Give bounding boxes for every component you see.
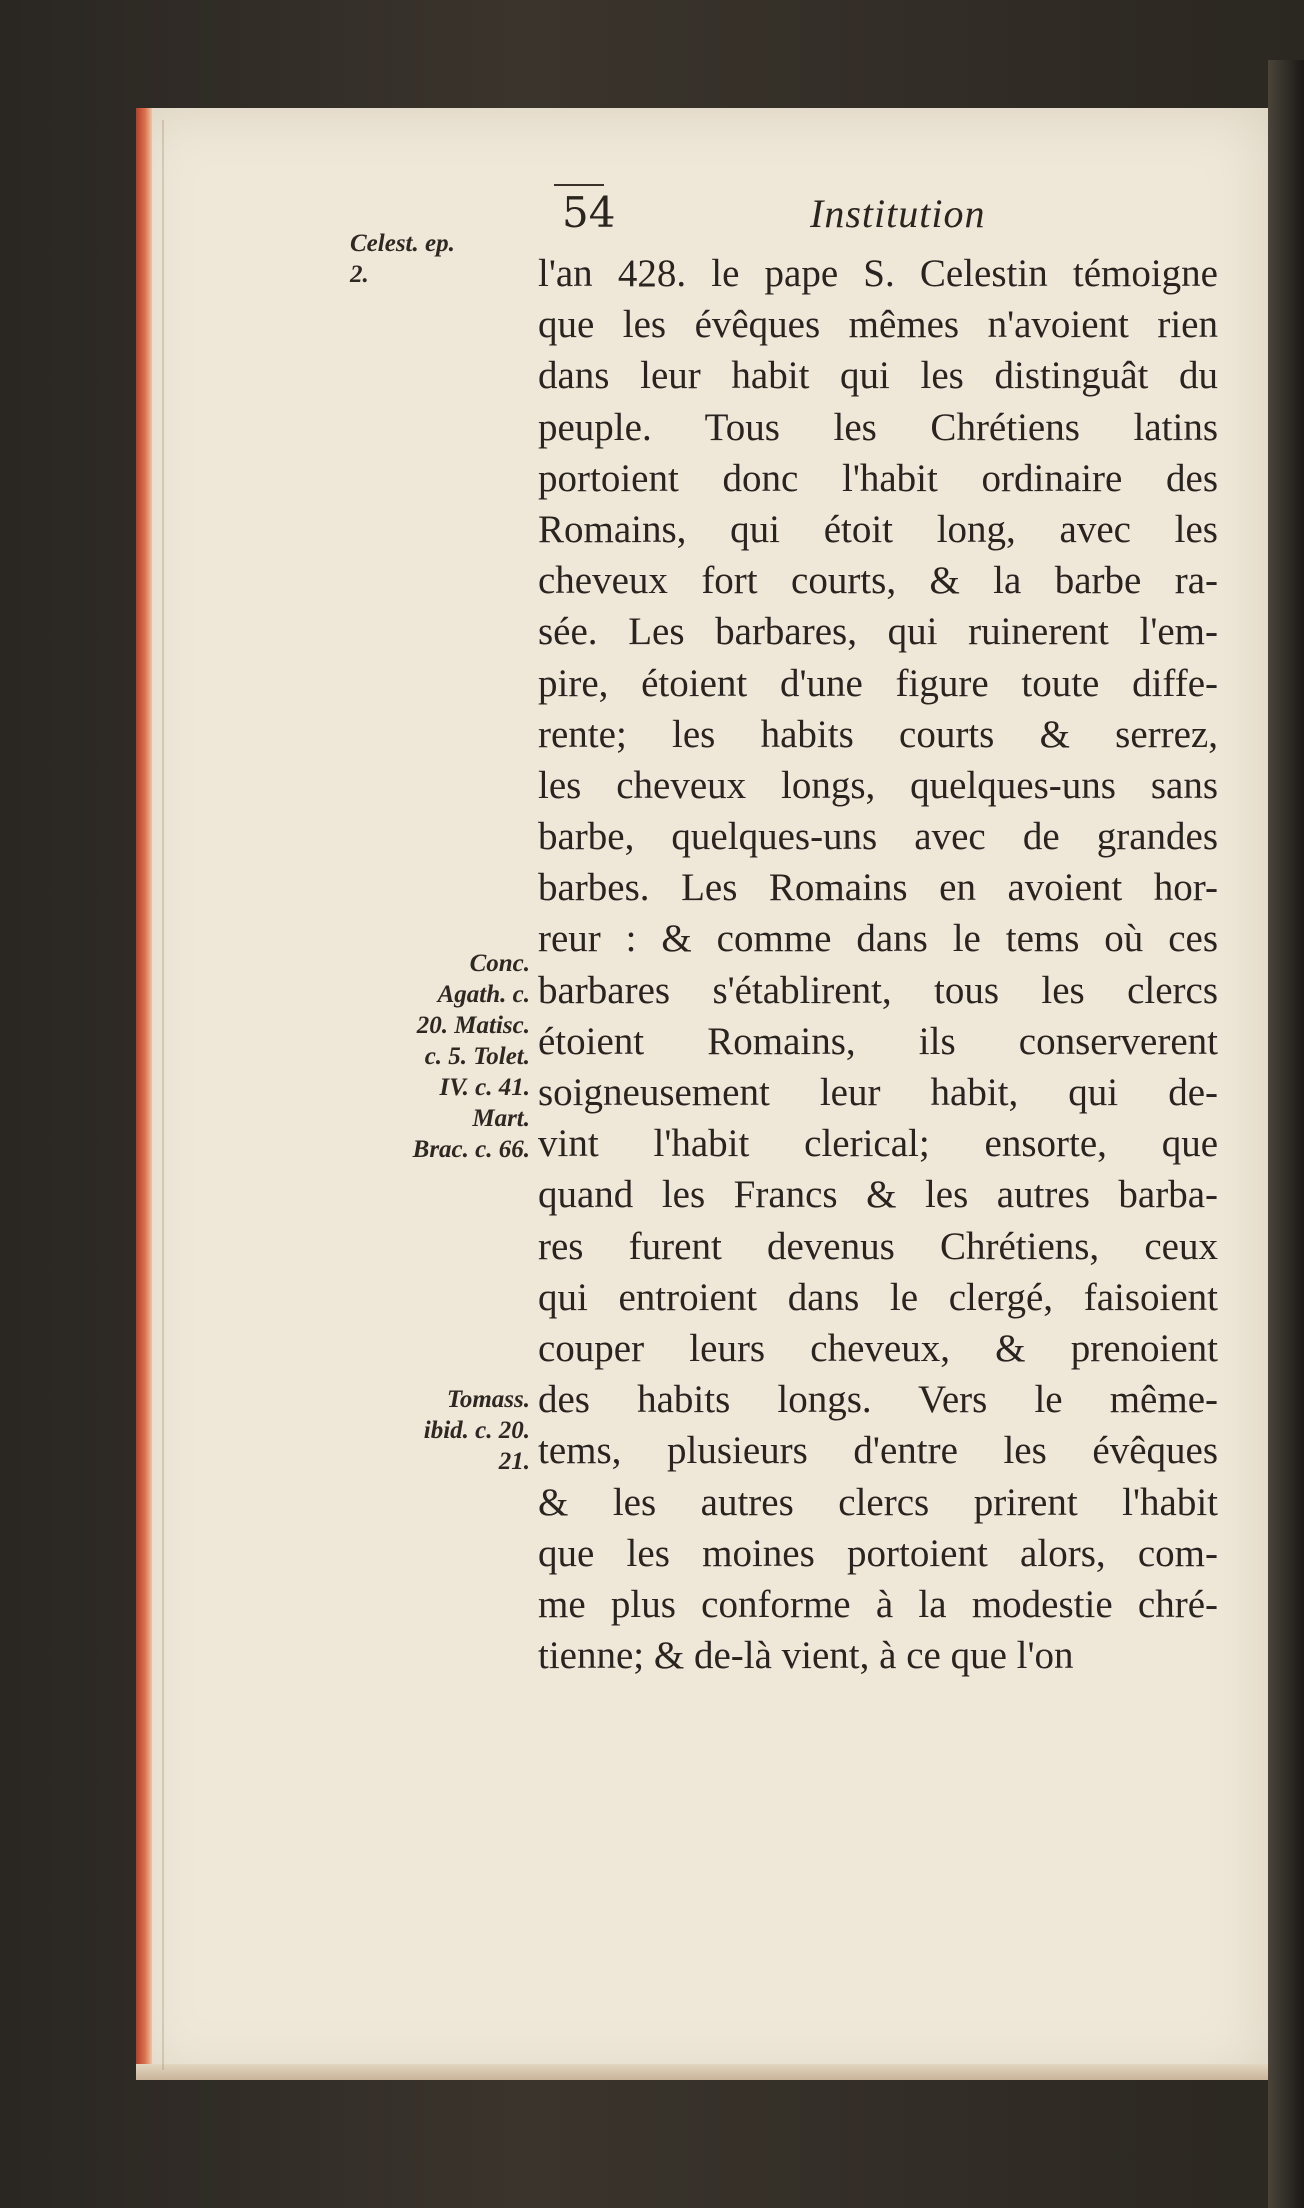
marginal-line: Celest. ep. [350,230,455,257]
text-line: & les autres clercs prirent l'habit [538,1480,1218,1524]
page-number: 54 [562,188,616,237]
text-line: quand les Francs & les autres barba- [538,1173,1218,1217]
text-line: rente; les habits courts & serrez, [538,712,1218,756]
page-bottom-edge [136,2064,1268,2080]
header-rule [554,184,604,186]
text-line: reur : & comme dans le tems où ces [538,917,1218,961]
marginal-line: Brac. c. 66. [412,1136,530,1163]
text-line: portoient donc l'habit ordinaire des [538,456,1218,500]
red-page-edge [136,108,152,2080]
marginal-line: 20. Matisc. [416,1012,530,1039]
marginal-line: 2. [350,261,369,288]
text-line: Romains, qui étoit long, avec les [538,507,1218,551]
text-line: l'an 428. le pape S. Celestin témoigne [538,252,1218,295]
marginal-line: ibid. c. 20. [423,1417,530,1444]
text-line: couper leurs cheveux, & prenoient [538,1326,1218,1370]
marginal-line: IV. c. 41. [439,1074,530,1101]
text-line: tienne; & de-là vient, à ce que l'on [538,1634,1074,1678]
text-line: barbares s'établirent, tous les clercs [538,968,1218,1012]
text-line: que les évêques mêmes n'avoient rien [538,303,1218,347]
text-line: dans leur habit qui les distinguât du [538,354,1218,398]
gutter-line [162,120,164,2070]
marginal-line: Conc. [469,950,530,977]
text-line: barbe, quelques-uns avec de grandes [538,815,1218,859]
text-line: étoient Romains, ils conserverent [538,1019,1218,1063]
text-line: me plus conforme à la modestie chré- [538,1582,1218,1626]
text-line: que les moines portoient alors, com- [538,1531,1218,1575]
text-line: peuple. Tous les Chrétiens latins [538,405,1218,449]
page-header [540,180,1100,240]
marginal-line: Tomass. [446,1386,530,1413]
text-line: tems, plusieurs d'entre les évêques [538,1429,1218,1473]
text-line: qui entroient dans le clergé, faisoient [538,1275,1218,1319]
text-line: res furent devenus Chrétiens, ceux [538,1224,1218,1268]
text-line: barbes. Les Romains en avoient hor- [538,866,1218,910]
marginal-note-tomassin [320,1384,530,1477]
marginal-note-celestin [350,228,530,290]
next-page-edge [1268,60,1304,2208]
text-line: soigneusement leur habit, qui de- [538,1071,1218,1114]
text-line: cheveux fort courts, & la barbe ra- [538,559,1218,603]
text-line: sée. Les barbares, qui ruinerent l'em- [538,610,1218,654]
text-line: les cheveux longs, quelques-uns sans [538,763,1218,807]
text-line: des habits longs. Vers le même- [538,1378,1218,1422]
text-line: pire, étoient d'une figure toute diffe- [538,661,1218,705]
marginal-line: 21. [498,1448,530,1475]
marginal-note-councils [320,948,530,1165]
running-head: Institution [810,191,986,236]
body-text [538,248,1218,1681]
text-line: vint l'habit clerical; ensorte, que [538,1122,1218,1166]
marginal-line: c. 5. Tolet. [424,1043,530,1070]
marginal-line: Mart. [472,1105,530,1132]
marginal-line: Agath. c. [437,981,530,1008]
